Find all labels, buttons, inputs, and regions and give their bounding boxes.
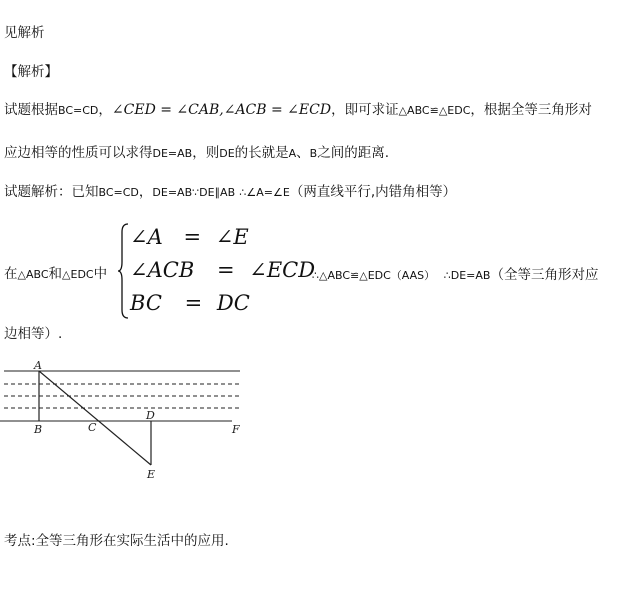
- eq1-left: ∠A: [130, 225, 163, 249]
- solution-de-ab: DE=AB: [152, 186, 193, 199]
- middle-text: 中: [93, 266, 108, 282]
- solution-angle-a-e: ∴∠A=∠E: [239, 186, 290, 199]
- hint-angle-equations: ∠CED = ∠CAB,∠ACB = ∠ECD: [111, 102, 332, 118]
- line-hint-2: [4, 141, 389, 161]
- hint2-sep: 、: [296, 145, 310, 161]
- equation-row-2: [130, 258, 315, 282]
- label-b: B: [34, 423, 43, 436]
- congruence-conclusion: ∴△ABC≌△EDC: [312, 269, 391, 282]
- answer-text: 见解析: [4, 25, 45, 41]
- hint2-then: ，则: [192, 145, 220, 161]
- eq2-right: ∠ECD: [249, 258, 316, 282]
- hint2-length: 的长就是: [234, 145, 289, 161]
- solution-reason: （两直线平行,内错角相等）: [289, 184, 457, 200]
- reason-end: 边相等）.: [4, 326, 63, 342]
- footer-label: 考点:: [4, 533, 36, 549]
- in-text: 在: [4, 266, 18, 282]
- eq3-equals: =: [184, 291, 203, 315]
- label-a: A: [34, 359, 42, 372]
- line-hint-1: [4, 98, 592, 118]
- label-d: D: [146, 409, 155, 422]
- solution-bc-cd: BC=CD: [98, 186, 139, 199]
- hint-text-2: ，即可求证: [331, 102, 399, 118]
- label-e: E: [147, 468, 156, 481]
- equation-row-1: [130, 225, 249, 249]
- hint2-text: 应边相等的性质可以求得: [4, 145, 153, 161]
- hint2-de-ab: DE=AB: [152, 147, 193, 160]
- hint-text: 试题根据: [4, 102, 58, 118]
- line-solution-2a: [4, 262, 107, 282]
- triangle-edc: △EDC: [62, 268, 94, 281]
- geometry-figure: [0, 355, 250, 485]
- eq1-equals: =: [183, 225, 202, 249]
- hint-text-3: ，根据全等三角形对: [470, 102, 592, 118]
- and-text: 和: [48, 266, 63, 282]
- hint2-a: A: [288, 147, 297, 160]
- hint-congruence: △ABC≌△EDC: [398, 104, 471, 117]
- hint2-b: B: [309, 147, 318, 160]
- solution-comma: ，: [138, 184, 153, 200]
- eq3-left: BC: [130, 291, 162, 315]
- reason-text: （全等三角形对应: [490, 267, 599, 283]
- line-footer: [4, 529, 229, 549]
- hint-bc-cd: BC=CD: [58, 104, 99, 117]
- label-f: F: [232, 423, 240, 436]
- equation-system: [118, 222, 328, 320]
- line-solution-2b: [312, 263, 598, 283]
- line-answer: [4, 21, 45, 41]
- de-ab-conclusion: ∴DE=AB: [443, 269, 491, 282]
- hint-comma: ，: [98, 102, 112, 118]
- label-c: C: [88, 421, 97, 434]
- line-analysis-heading: [4, 60, 58, 80]
- eq2-left: ∠ACB: [130, 258, 195, 282]
- line-solution-3: [4, 322, 62, 342]
- eq3-right: DC: [216, 291, 250, 315]
- equation-row-3: [130, 291, 250, 315]
- left-brace-icon: [118, 222, 130, 320]
- solution-parallel: ∵DE∥AB: [192, 186, 236, 199]
- aas-reason: （AAS）: [390, 269, 436, 282]
- eq1-right: ∠E: [215, 225, 249, 249]
- triangle-abc: △ABC: [17, 268, 49, 281]
- eq2-equals: =: [216, 258, 235, 282]
- analysis-heading: 【解析】: [4, 64, 58, 80]
- line-solution-1: [4, 180, 456, 200]
- segment-ae: [39, 371, 151, 465]
- solution-label: 试题解析：已知: [4, 184, 99, 200]
- hint2-distance: 之间的距离.: [317, 145, 390, 161]
- hint2-de: DE: [219, 147, 235, 160]
- footer-text: 全等三角形在实际生活中的应用.: [35, 533, 229, 549]
